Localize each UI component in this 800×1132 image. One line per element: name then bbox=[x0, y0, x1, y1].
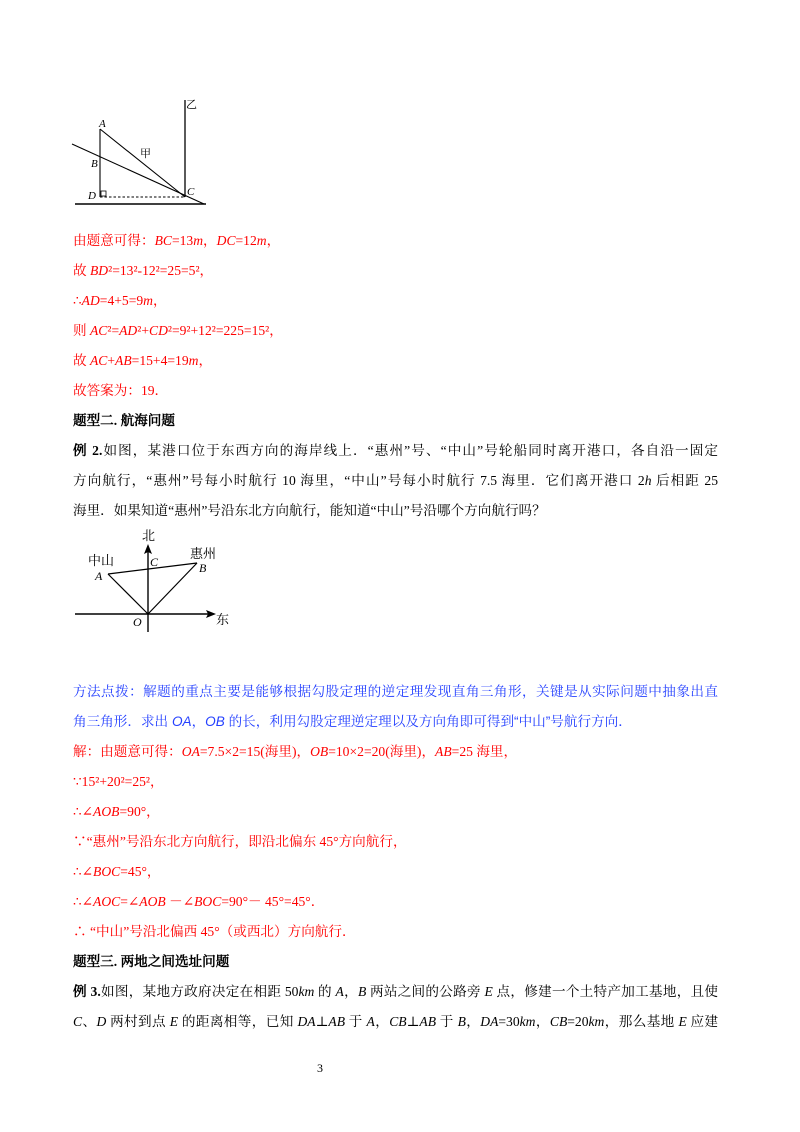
label-east: 东 bbox=[216, 612, 230, 627]
segment-oa bbox=[108, 574, 148, 614]
math-symbol: AOC bbox=[93, 894, 121, 909]
content-block-lower bbox=[73, 677, 718, 1037]
math-symbol: m bbox=[193, 233, 204, 248]
solution-line: ∴∠AOC=∠AOB －∠BOC=90°－ 45°=45°． bbox=[73, 894, 325, 909]
math-symbol: BOC bbox=[93, 864, 121, 879]
math-symbol: m bbox=[188, 353, 199, 368]
label-c: C bbox=[187, 186, 195, 198]
solution-line: ∵“惠州”号沿东北方向航行，即沿北偏东 45°方向航行， bbox=[73, 834, 407, 849]
math-symbol: OB bbox=[310, 744, 329, 759]
math-symbol: BD bbox=[90, 263, 109, 278]
solution-line: ∵15²+20²=25²， bbox=[73, 774, 164, 789]
content-block-upper bbox=[73, 226, 718, 526]
math-symbol: E bbox=[169, 1014, 179, 1029]
math-symbol: B bbox=[457, 1014, 466, 1029]
label-jia: 甲 bbox=[140, 148, 151, 160]
math-symbol: AB bbox=[328, 1014, 345, 1029]
label-o: O bbox=[133, 615, 142, 629]
math-symbol: CD bbox=[149, 323, 168, 338]
right-angle-mark bbox=[101, 191, 106, 196]
example-label: 例 2. bbox=[73, 443, 103, 458]
example-text: 如图，某港口位于东西方向的海岸线上．“惠州”号、“中山”号轮船同时离开港口，各自沿一固定 bbox=[102, 443, 718, 458]
math-symbol: AD bbox=[119, 323, 138, 338]
label-yi: 乙 bbox=[186, 99, 197, 111]
math-symbol: A bbox=[335, 984, 344, 999]
label-b: B bbox=[199, 561, 207, 575]
math-symbol: BOC bbox=[194, 894, 222, 909]
math-symbol: AOB bbox=[139, 894, 166, 909]
solution-line: 则 AC²=AD²+CD²=9²+12²=225=15²， bbox=[73, 323, 283, 338]
solution-line: 由题意可得：BC=13m，DC=12m， bbox=[73, 233, 281, 248]
solution-line: 故 BD²=13²-12²=25=5²， bbox=[73, 263, 214, 278]
solution-line: 解：由题意可得：OA=7.5×2=15(海里)，OB=10×2=20(海里)，AB=25 海里， bbox=[73, 744, 518, 759]
math-symbol: CB bbox=[549, 1014, 568, 1029]
figure-1-diagram bbox=[60, 90, 220, 215]
section-heading: 题型二. 航海问题 bbox=[73, 413, 175, 428]
label-zhongshan: 中山 bbox=[88, 553, 115, 568]
math-symbol: AD bbox=[81, 293, 100, 308]
math-symbol: OB bbox=[205, 714, 225, 729]
math-symbol: DA bbox=[297, 1014, 316, 1029]
math-symbol: OA bbox=[171, 714, 192, 729]
label-b: B bbox=[91, 158, 98, 170]
math-symbol: km bbox=[519, 1014, 536, 1029]
math-symbol: BC bbox=[154, 233, 172, 248]
math-symbol: A bbox=[366, 1014, 375, 1029]
math-symbol: h bbox=[644, 473, 652, 488]
label-a: A bbox=[95, 569, 103, 583]
solution-line: 故 AC+AB=15+4=19m， bbox=[73, 353, 213, 368]
math-symbol: D bbox=[96, 1014, 107, 1029]
math-symbol: DA bbox=[480, 1014, 499, 1029]
solution-line: ∴AD=4+5=9m， bbox=[73, 293, 167, 308]
figure-2-diagram bbox=[70, 520, 240, 640]
math-symbol: B bbox=[357, 984, 367, 999]
math-symbol: OA bbox=[181, 744, 200, 759]
example-line bbox=[73, 436, 718, 466]
math-symbol: AC bbox=[90, 353, 108, 368]
math-symbol: AB bbox=[115, 353, 132, 368]
solution-line: ∴∠AOB=90°， bbox=[73, 804, 160, 819]
math-symbol: AC bbox=[90, 323, 108, 338]
example-line: 海里．如果知道“惠州”号沿东北方向航行，能知道“中山”号沿哪个方向航行吗？ bbox=[73, 503, 546, 518]
solution-line: ∴ “中山”号沿北偏西 45°（或西北）方向航行． bbox=[73, 924, 356, 939]
example-line: 方向航行，“惠州”号每小时航行 10 海里，“中山”号每小时航行 7.5 海里．它们离开港口 2h 后相距 25 bbox=[73, 473, 718, 488]
section-heading: 题型三. 两地之间选址问题 bbox=[73, 954, 230, 969]
segment-ob bbox=[148, 563, 197, 614]
label-c: C bbox=[150, 555, 159, 569]
math-symbol: DC bbox=[216, 233, 236, 248]
example-line bbox=[73, 977, 718, 1007]
example-line: C、D 两村到点 E 的距离相等，已知 DA⊥AB 于 A，CB⊥AB 于 B，DA=30km，CB=20km，那么基地 E 应建 bbox=[73, 1014, 718, 1029]
label-a: A bbox=[99, 118, 106, 130]
math-symbol: AB bbox=[419, 1014, 437, 1029]
math-symbol: E bbox=[678, 1014, 687, 1029]
math-symbol: CB bbox=[389, 1014, 407, 1029]
label-d: D bbox=[88, 190, 96, 202]
label-huizhou: 惠州 bbox=[190, 546, 217, 561]
method-tip-line: 方法点拨：解题的重点主要是能够根据勾股定理的逆定理发现直角三角形，关键是从实际问题中抽象出直 bbox=[73, 684, 718, 699]
math-symbol: m bbox=[143, 293, 153, 308]
method-tip-line: 角三角形．求出 OA，OB 的长，利用勾股定理逆定理以及方向角即可得到“中山”号航行方向． bbox=[73, 714, 632, 729]
math-symbol: AOB bbox=[93, 804, 120, 819]
example-label: 例 3. bbox=[73, 984, 101, 999]
example-text: 如图，某地方政府决定在相距 50km 的 A，B 两站之间的公路旁 E 点，修建一个土特产加工基地，且使 bbox=[100, 984, 718, 999]
math-symbol: km bbox=[588, 1014, 605, 1029]
math-symbol: E bbox=[484, 984, 493, 999]
label-north: 北 bbox=[142, 528, 156, 543]
math-symbol: m bbox=[256, 233, 267, 248]
math-symbol: C bbox=[73, 1014, 83, 1029]
solution-line: 故答案为：19． bbox=[73, 383, 169, 398]
math-symbol: AB bbox=[435, 744, 452, 759]
page-number: 3 bbox=[317, 1061, 323, 1075]
math-symbol: km bbox=[298, 984, 315, 999]
solution-line: ∴∠BOC=45°， bbox=[73, 864, 161, 879]
